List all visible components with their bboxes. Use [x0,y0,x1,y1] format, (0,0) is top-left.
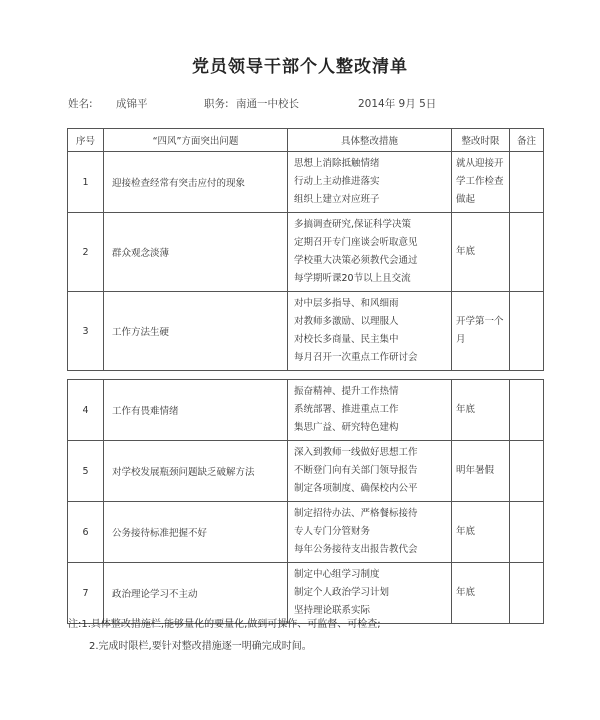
row-number: 3 [68,292,104,371]
measure-item: 对教师多激励、以理服人 [294,316,399,327]
row-measures [288,502,452,563]
name-label: 姓名: [68,98,93,110]
page-title: 党员领导干部个人整改清单 [192,57,408,77]
measure-item: 制定各项制度、确保校内公平 [294,483,418,494]
measure-item: 制定招待办法、严格餐标接待 [294,508,418,519]
row-measures [288,152,452,213]
row-measures [288,441,452,502]
row-remark [510,213,544,292]
name-value: 成锦平 [116,98,148,110]
row-measures [288,213,452,292]
header-issue: “四风”方面突出问题 [104,129,288,152]
measure-item: 每月召开一次重点工作研讨会 [294,352,418,363]
position-label: 职务: [204,98,229,110]
row-number: 4 [68,380,104,441]
measure-item: 振奋精神、提升工作热情 [294,386,399,397]
row-number: 1 [68,152,104,213]
measure-item: 每学期听课20节以上且交流 [294,273,411,284]
rectification-table [67,128,544,624]
measure-item: 制定个人政治学习计划 [294,587,390,598]
row-number: 5 [68,441,104,502]
table-header-row [68,129,544,152]
measure-item: 不断登门向有关部门领导报告 [294,465,418,476]
table-row [68,292,544,371]
measure-item: 定期召开专门座谈会听取意见 [294,237,418,248]
position-value: 南通一中校长 [236,98,299,110]
document-date: 2014年 9月 5日 [358,98,437,110]
measure-item: 每年公务接待支出报告教代会 [294,544,418,555]
table-row [68,441,544,502]
header-deadline: 整改时限 [452,129,510,152]
row-measures [288,380,452,441]
note-1: 注:1.具体整改措施栏,能够量化的要量化,做到可操作、可监督、可检查; [68,619,381,630]
measure-item: 深入到教师一线做好思想工作 [294,447,418,458]
table-row [68,152,544,213]
row-remark [510,502,544,563]
row-remark [510,563,544,624]
row-issue: 迎接检查经常有突击应付的现象 [104,152,288,213]
note-2: 2.完成时限栏,要针对整改措施逐一明确完成时间。 [89,641,312,652]
measure-item: 坚持理论联系实际 [294,605,371,616]
row-number: 2 [68,213,104,292]
header-remark: 备注 [510,129,544,152]
header-no: 序号 [68,129,104,152]
notes [68,614,381,658]
measure-item: 思想上消除抵触情绪 [294,158,380,169]
table-row [68,502,544,563]
row-deadline: 明年暑假 [452,441,510,502]
row-number: 6 [68,502,104,563]
measure-item: 行动上主动推进落实 [294,176,380,187]
row-number: 7 [68,563,104,624]
row-issue: 政治理论学习不主动 [104,563,288,624]
measure-item: 制定中心组学习制度 [294,569,380,580]
measure-item: 组织上建立对应班子 [294,194,380,205]
row-deadline: 年底 [452,380,510,441]
measure-item: 学校重大决策必须教代会通过 [294,255,418,266]
row-deadline: 年底 [452,502,510,563]
row-issue: 公务接待标准把握不好 [104,502,288,563]
measure-item: 对中层多指导、和风细雨 [294,298,399,309]
row-issue: 工作方法生硬 [104,292,288,371]
info-line [68,96,588,110]
row-remark [510,441,544,502]
measure-item: 集思广益、研究特色建构 [294,422,399,433]
measure-item: 专人专门分管财务 [294,526,371,537]
row-remark [510,380,544,441]
row-remark [510,152,544,213]
row-issue: 对学校发展瓶颈问题缺乏破解方法 [104,441,288,502]
table-row [68,380,544,441]
row-measures [288,292,452,371]
row-issue: 群众观念淡薄 [104,213,288,292]
table-gap [68,371,544,380]
header-measures: 具体整改措施 [288,129,452,152]
row-deadline: 年底 [452,213,510,292]
row-deadline: 就从迎接开学工作检查做起 [452,152,510,213]
row-deadline: 年底 [452,563,510,624]
row-issue: 工作有畏难情绪 [104,380,288,441]
measure-item: 多搞调查研究,保证科学决策 [294,219,412,230]
measure-item: 对校长多商量、民主集中 [294,334,399,345]
row-remark [510,292,544,371]
table-row [68,213,544,292]
measure-item: 系统部署、推进重点工作 [294,404,399,415]
row-deadline: 开学第一个月 [452,292,510,371]
